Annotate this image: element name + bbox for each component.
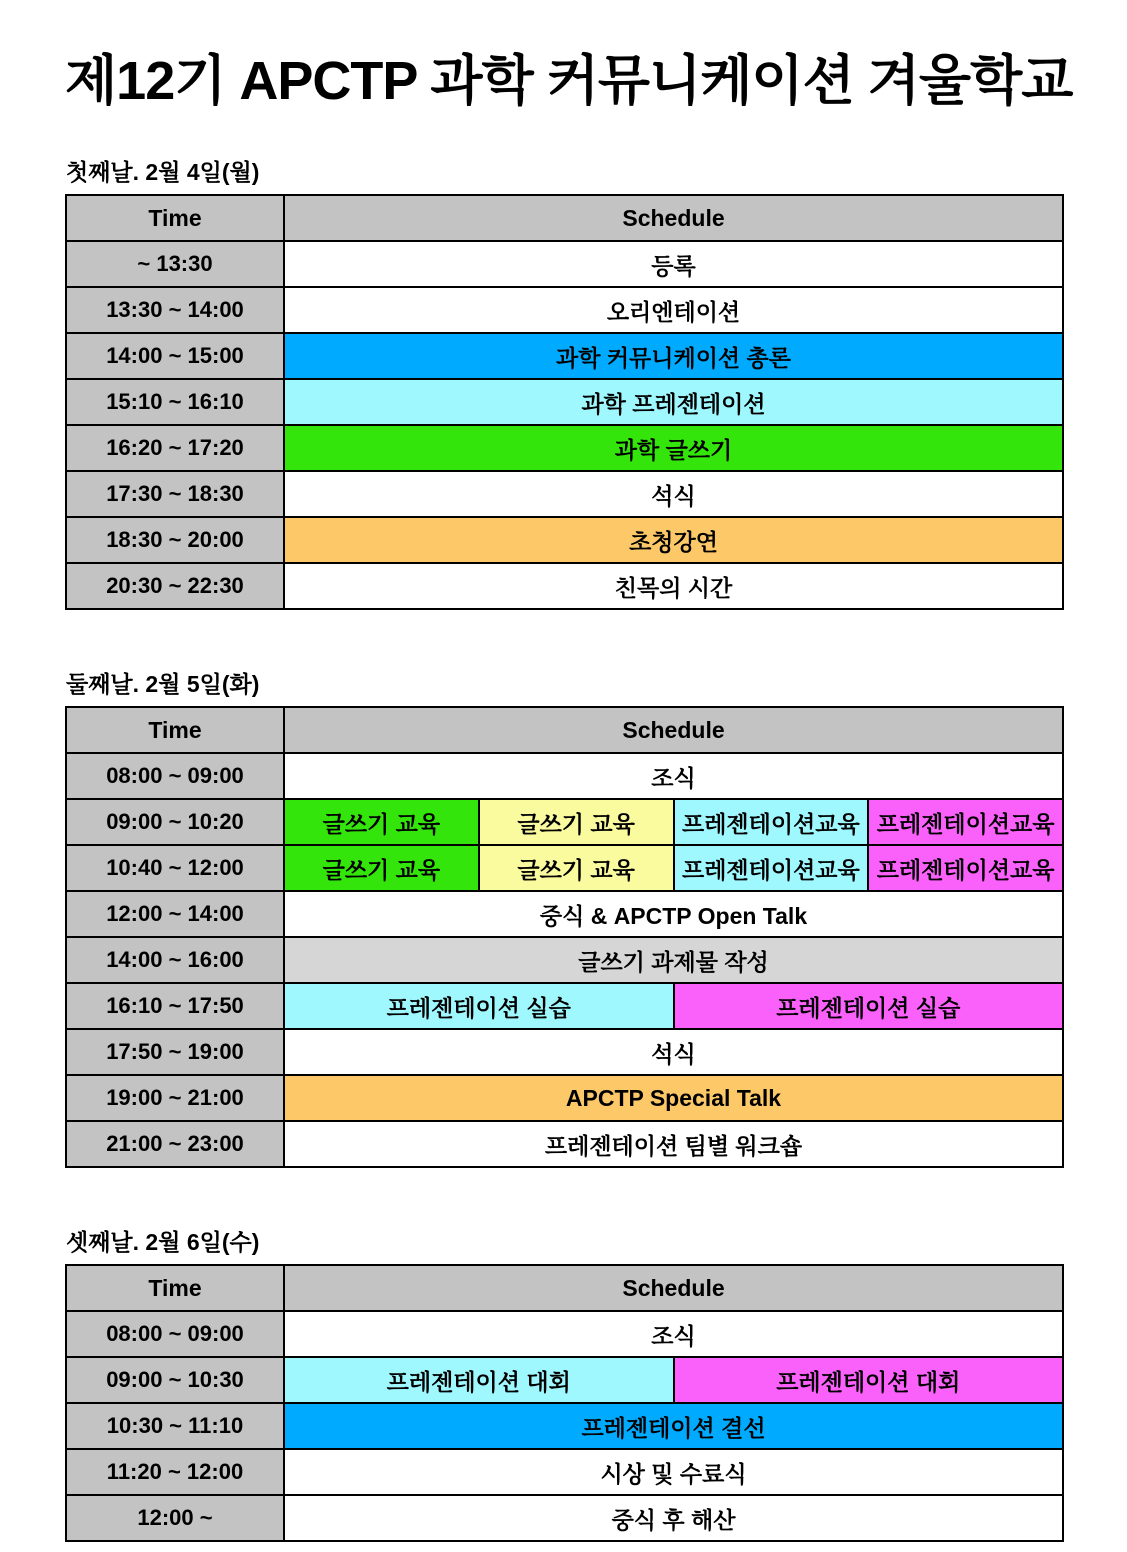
schedule-page: [0, 50, 1127, 1552]
schedule-row: [66, 517, 1063, 563]
schedule-row: [66, 241, 1063, 287]
schedule-cell: 조식: [284, 1311, 1063, 1357]
schedule-cell: 프레젠테이션 대회: [284, 1357, 674, 1403]
schedule-cell: 글쓰기 교육: [479, 799, 674, 845]
schedule-row: [66, 1029, 1063, 1075]
header-row: [66, 1265, 1063, 1311]
time-cell: 08:00 ~ 09:00: [66, 1311, 284, 1357]
schedule-rows: [66, 241, 1063, 609]
time-cell: 10:30 ~ 11:10: [66, 1403, 284, 1449]
day-label: 첫째날. 2월 4일(월): [66, 159, 260, 186]
schedule-cell: 과학 프레젠테이션: [284, 379, 1063, 425]
schedule-cell: 초청강연: [284, 517, 1063, 563]
schedule-cell: 중식 후 해산: [284, 1495, 1063, 1541]
schedule-table: [65, 706, 1064, 1168]
day-section-3: [65, 1224, 1062, 1542]
schedule-cell: 오리엔테이션: [284, 287, 1063, 333]
schedule-row: [66, 983, 1063, 1029]
schedule-cell: 시상 및 수료식: [284, 1449, 1063, 1495]
schedule-row: [66, 1357, 1063, 1403]
time-cell: 17:50 ~ 19:00: [66, 1029, 284, 1075]
schedule-table: [65, 194, 1064, 610]
schedule-row: [66, 379, 1063, 425]
schedule-rows: [66, 1311, 1063, 1541]
schedule-cell: 글쓰기 교육: [284, 799, 479, 845]
schedule-row: [66, 1495, 1063, 1541]
schedule-cell: 프레젠테이션교육: [868, 845, 1063, 891]
schedule-row: [66, 845, 1063, 891]
schedule-row: [66, 1121, 1063, 1167]
schedule-rows: [66, 753, 1063, 1167]
time-cell: 09:00 ~ 10:30: [66, 1357, 284, 1403]
time-cell: 17:30 ~ 18:30: [66, 471, 284, 517]
time-column-header: Time: [66, 707, 284, 753]
schedule-table: [65, 1264, 1064, 1542]
schedule-row: [66, 1449, 1063, 1495]
day-label: 셋째날. 2월 6일(수): [66, 1229, 260, 1256]
schedule-row: [66, 287, 1063, 333]
schedule-cell: 글쓰기 과제물 작성: [284, 937, 1063, 983]
schedule-cell: 글쓰기 교육: [479, 845, 674, 891]
schedule-cell: 프레젠테이션 실습: [284, 983, 674, 1029]
schedule-cell: 글쓰기 교육: [284, 845, 479, 891]
time-cell: 09:00 ~ 10:20: [66, 799, 284, 845]
schedule-row: [66, 937, 1063, 983]
time-column-header: Time: [66, 1265, 284, 1311]
schedule-row: [66, 333, 1063, 379]
schedule-row: [66, 563, 1063, 609]
schedule-row: [66, 1403, 1063, 1449]
schedule-cell: 프레젠테이션 대회: [674, 1357, 1064, 1403]
header-row: [66, 195, 1063, 241]
schedule-row: [66, 1311, 1063, 1357]
schedule-cell: 프레젠테이션교육: [868, 799, 1063, 845]
schedule-column-header: Schedule: [284, 195, 1063, 241]
schedule-cell: 석식: [284, 471, 1063, 517]
schedule-cell: 프레젠테이션교육: [674, 799, 869, 845]
time-cell: 15:10 ~ 16:10: [66, 379, 284, 425]
schedule-cell: 친목의 시간: [284, 563, 1063, 609]
time-cell: 12:00 ~: [66, 1495, 284, 1541]
time-column-header: Time: [66, 195, 284, 241]
schedule-cell: 조식: [284, 753, 1063, 799]
time-cell: 11:20 ~ 12:00: [66, 1449, 284, 1495]
header-row: [66, 707, 1063, 753]
time-cell: 12:00 ~ 14:00: [66, 891, 284, 937]
page-title: 제12기 APCTP 과학 커뮤니케이션 겨울학교: [65, 51, 1073, 111]
schedule-cell: 프레젠테이션 팀별 워크숍: [284, 1121, 1063, 1167]
schedule-column-header: Schedule: [284, 707, 1063, 753]
day-section-2: [65, 666, 1062, 1168]
schedule-row: [66, 799, 1063, 845]
schedule-cell: 프레젠테이션 실습: [674, 983, 1064, 1029]
schedule-row: [66, 1075, 1063, 1121]
time-cell: 16:10 ~ 17:50: [66, 983, 284, 1029]
time-cell: 19:00 ~ 21:00: [66, 1075, 284, 1121]
time-cell: 18:30 ~ 20:00: [66, 517, 284, 563]
schedule-row: [66, 891, 1063, 937]
schedule-row: [66, 753, 1063, 799]
schedule-column-header: Schedule: [284, 1265, 1063, 1311]
schedule-cell: 프레젠테이션교육: [674, 845, 869, 891]
schedule-row: [66, 425, 1063, 471]
schedule-cell: APCTP Special Talk: [284, 1075, 1063, 1121]
day-sections: [65, 154, 1062, 1542]
schedule-cell: 중식 & APCTP Open Talk: [284, 891, 1063, 937]
schedule-cell: 등록: [284, 241, 1063, 287]
day-section-1: [65, 154, 1062, 610]
time-cell: 16:20 ~ 17:20: [66, 425, 284, 471]
day-label: 둘째날. 2월 5일(화): [66, 671, 260, 698]
time-cell: 14:00 ~ 15:00: [66, 333, 284, 379]
schedule-cell: 프레젠테이션 결선: [284, 1403, 1063, 1449]
schedule-cell: 과학 글쓰기: [284, 425, 1063, 471]
schedule-row: [66, 471, 1063, 517]
time-cell: 20:30 ~ 22:30: [66, 563, 284, 609]
schedule-cell: 과학 커뮤니케이션 총론: [284, 333, 1063, 379]
time-cell: 14:00 ~ 16:00: [66, 937, 284, 983]
time-cell: ~ 13:30: [66, 241, 284, 287]
time-cell: 10:40 ~ 12:00: [66, 845, 284, 891]
time-cell: 08:00 ~ 09:00: [66, 753, 284, 799]
time-cell: 13:30 ~ 14:00: [66, 287, 284, 333]
time-cell: 21:00 ~ 23:00: [66, 1121, 284, 1167]
schedule-cell: 석식: [284, 1029, 1063, 1075]
